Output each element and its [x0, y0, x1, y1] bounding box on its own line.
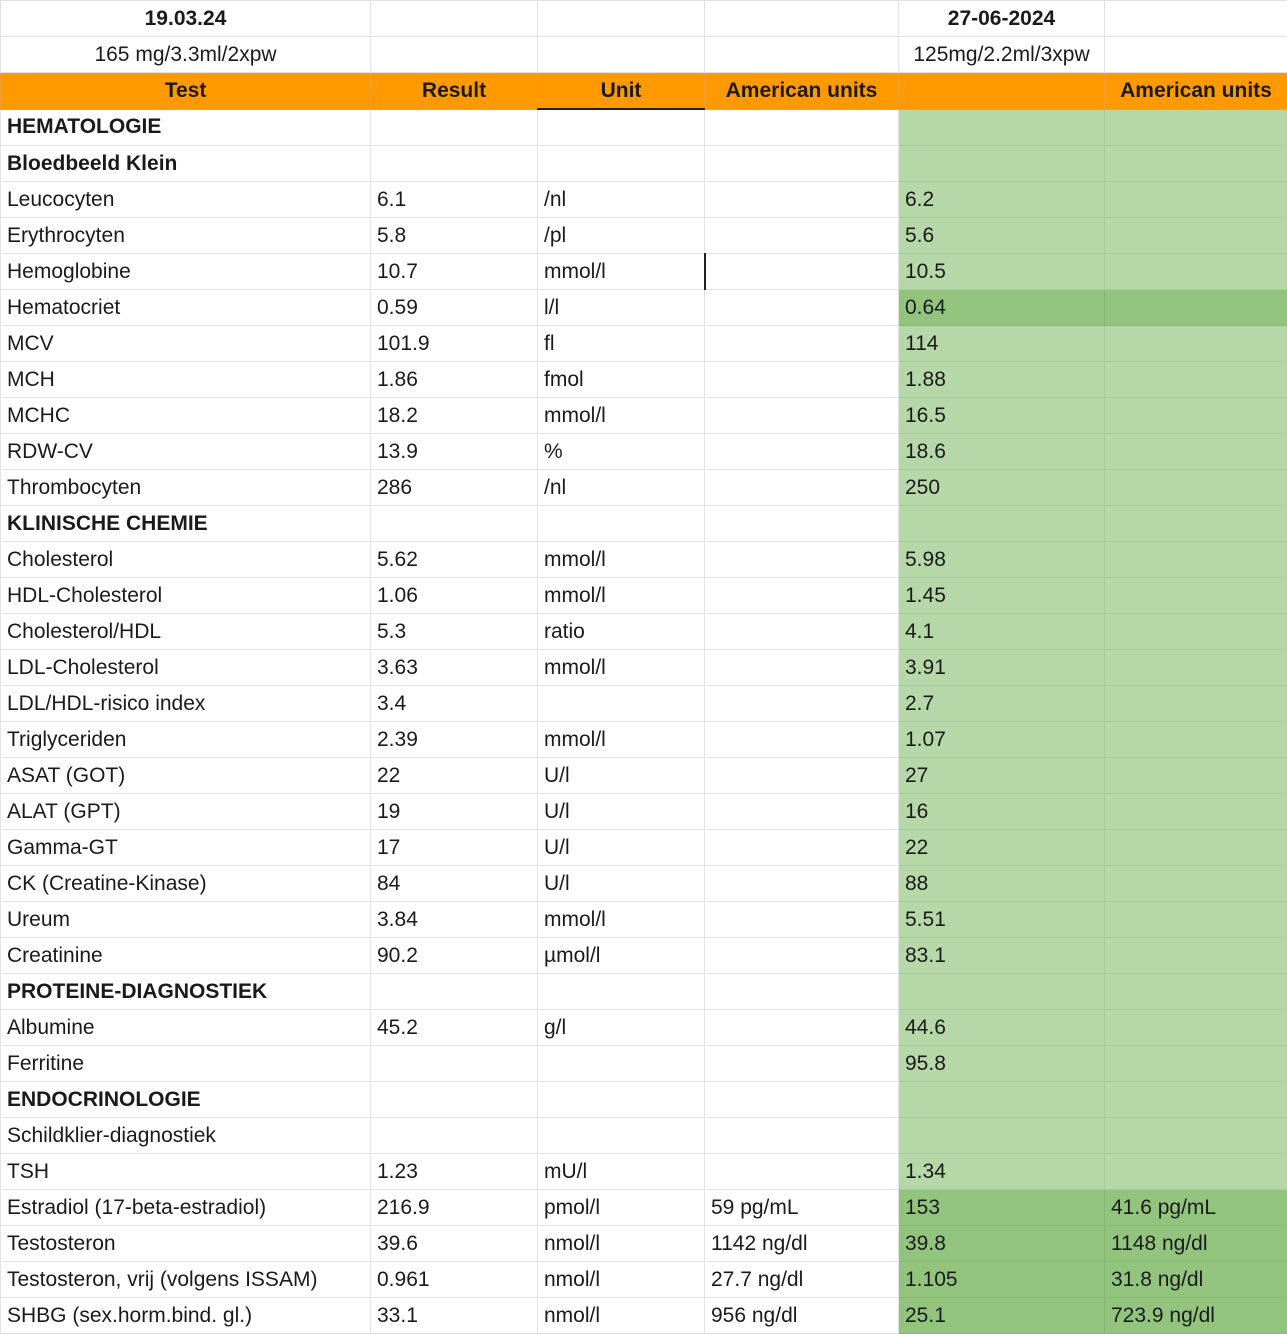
test-name-cell[interactable]: Cholesterol/HDL — [1, 614, 371, 650]
result-cell[interactable] — [371, 109, 538, 146]
american-units-cell[interactable] — [705, 974, 899, 1010]
table-row — [1, 830, 1287, 866]
test-name-cell[interactable]: HEMATOLOGIE — [1, 109, 371, 146]
unit-cell[interactable]: mmol/l — [538, 254, 705, 290]
table-row — [1, 686, 1287, 722]
test-name-cell[interactable]: Ureum — [1, 902, 371, 938]
result-2-cell[interactable]: 16 — [899, 794, 1105, 830]
empty-cell[interactable] — [1105, 37, 1287, 73]
american-units-2-cell[interactable] — [1105, 290, 1287, 326]
result-cell[interactable]: 10.7 — [371, 254, 538, 290]
unit-cell[interactable]: ratio — [538, 614, 705, 650]
header-unit[interactable]: Unit — [538, 73, 705, 110]
result-cell[interactable]: 3.4 — [371, 686, 538, 722]
american-units-2-cell[interactable] — [1105, 902, 1287, 938]
american-units-cell[interactable] — [705, 1046, 899, 1082]
table-row — [1, 362, 1287, 398]
result-cell[interactable] — [371, 1118, 538, 1154]
unit-cell[interactable] — [538, 1046, 705, 1082]
test-name-cell[interactable]: Creatinine — [1, 938, 371, 974]
empty-cell[interactable] — [705, 37, 899, 73]
american-units-cell[interactable] — [705, 146, 899, 182]
test-name-cell[interactable]: Cholesterol — [1, 542, 371, 578]
unit-cell[interactable]: mmol/l — [538, 398, 705, 434]
test-name-cell[interactable]: Bloedbeeld Klein — [1, 146, 371, 182]
result-2-cell[interactable]: 250 — [899, 470, 1105, 506]
american-units-cell[interactable] — [705, 1118, 899, 1154]
test-name-cell[interactable]: CK (Creatine-Kinase) — [1, 866, 371, 902]
table-row — [1, 506, 1287, 542]
american-units-cell[interactable] — [705, 254, 899, 290]
result-cell[interactable]: 0.961 — [371, 1262, 538, 1298]
american-units-cell[interactable] — [705, 326, 899, 362]
result-2-cell[interactable] — [899, 1118, 1105, 1154]
table-row — [1, 938, 1287, 974]
american-units-2-cell[interactable]: 31.8 ng/dl — [1105, 1262, 1287, 1298]
table-row — [1, 794, 1287, 830]
result-cell[interactable]: 90.2 — [371, 938, 538, 974]
result-cell[interactable]: 1.06 — [371, 578, 538, 614]
american-units-cell[interactable] — [705, 182, 899, 218]
test-name-cell[interactable]: MCHC — [1, 398, 371, 434]
result-cell[interactable]: 1.23 — [371, 1154, 538, 1190]
unit-cell[interactable]: mmol/l — [538, 578, 705, 614]
date-1-cell[interactable]: 19.03.24 — [1, 1, 371, 37]
table-row — [1, 1082, 1287, 1118]
unit-cell[interactable]: U/l — [538, 830, 705, 866]
unit-cell[interactable]: nmol/l — [538, 1262, 705, 1298]
result-cell[interactable]: 84 — [371, 866, 538, 902]
table-row — [1, 542, 1287, 578]
test-name-cell[interactable]: Schildklier-diagnostiek — [1, 1118, 371, 1154]
result-2-cell[interactable]: 1.45 — [899, 578, 1105, 614]
result-cell[interactable]: 5.62 — [371, 542, 538, 578]
american-units-2-cell[interactable]: 41.6 pg/mL — [1105, 1190, 1287, 1226]
result-2-cell[interactable]: 5.51 — [899, 902, 1105, 938]
empty-cell[interactable] — [705, 1, 899, 37]
american-units-cell[interactable] — [705, 290, 899, 326]
result-cell[interactable]: 5.8 — [371, 218, 538, 254]
table-row — [1, 974, 1287, 1010]
table-row — [1, 1010, 1287, 1046]
table-row — [1, 866, 1287, 902]
test-name-cell[interactable]: ASAT (GOT) — [1, 758, 371, 794]
result-cell[interactable]: 2.39 — [371, 722, 538, 758]
result-cell[interactable] — [371, 974, 538, 1010]
header-row — [1, 73, 1287, 110]
result-cell[interactable] — [371, 506, 538, 542]
result-2-cell[interactable]: 1.07 — [899, 722, 1105, 758]
american-units-cell[interactable] — [705, 794, 899, 830]
american-units-2-cell[interactable] — [1105, 362, 1287, 398]
header-american-units-1[interactable]: American units — [705, 73, 899, 110]
test-name-cell[interactable]: Albumine — [1, 1010, 371, 1046]
table-row — [1, 254, 1287, 290]
table-row — [1, 1046, 1287, 1082]
result-2-cell[interactable]: 3.91 — [899, 650, 1105, 686]
result-2-cell[interactable]: 153 — [899, 1190, 1105, 1226]
result-cell[interactable]: 45.2 — [371, 1010, 538, 1046]
unit-cell[interactable]: U/l — [538, 794, 705, 830]
dose-1-cell[interactable]: 165 mg/3.3ml/2xpw — [1, 37, 371, 73]
header-american-units-2[interactable]: American units — [1105, 73, 1287, 110]
test-name-cell[interactable]: SHBG (sex.horm.bind. gl.) — [1, 1298, 371, 1334]
american-units-2-cell[interactable] — [1105, 146, 1287, 182]
test-name-cell[interactable]: Estradiol (17-beta-estradiol) — [1, 1190, 371, 1226]
unit-cell[interactable]: /nl — [538, 182, 705, 218]
result-cell[interactable]: 22 — [371, 758, 538, 794]
table-row — [1, 1262, 1287, 1298]
american-units-cell[interactable]: 956 ng/dl — [705, 1298, 899, 1334]
result-cell[interactable] — [371, 146, 538, 182]
dose-row — [1, 37, 1287, 73]
unit-cell[interactable]: fmol — [538, 362, 705, 398]
table-row — [1, 326, 1287, 362]
unit-cell[interactable]: mmol/l — [538, 542, 705, 578]
unit-cell[interactable] — [538, 1118, 705, 1154]
result-2-cell[interactable]: 0.64 — [899, 290, 1105, 326]
test-name-cell[interactable]: ENDOCRINOLOGIE — [1, 1082, 371, 1118]
unit-cell[interactable] — [538, 146, 705, 182]
result-cell[interactable]: 5.3 — [371, 614, 538, 650]
unit-cell[interactable]: mmol/l — [538, 722, 705, 758]
american-units-cell[interactable]: 1142 ng/dl — [705, 1226, 899, 1262]
unit-cell[interactable]: mmol/l — [538, 902, 705, 938]
american-units-2-cell[interactable] — [1105, 758, 1287, 794]
american-units-2-cell[interactable] — [1105, 542, 1287, 578]
result-2-cell[interactable] — [899, 974, 1105, 1010]
test-name-cell[interactable]: Triglyceriden — [1, 722, 371, 758]
unit-cell[interactable]: % — [538, 434, 705, 470]
american-units-2-cell[interactable] — [1105, 1118, 1287, 1154]
american-units-cell[interactable] — [705, 398, 899, 434]
american-units-2-cell[interactable] — [1105, 830, 1287, 866]
result-cell[interactable]: 39.6 — [371, 1226, 538, 1262]
result-cell[interactable]: 1.86 — [371, 362, 538, 398]
empty-cell[interactable] — [538, 1, 705, 37]
result-cell[interactable]: 6.1 — [371, 182, 538, 218]
unit-cell[interactable] — [538, 686, 705, 722]
result-cell[interactable] — [371, 1046, 538, 1082]
test-name-cell[interactable]: HDL-Cholesterol — [1, 578, 371, 614]
unit-cell[interactable] — [538, 506, 705, 542]
american-units-cell[interactable] — [705, 470, 899, 506]
unit-cell[interactable]: U/l — [538, 758, 705, 794]
test-name-cell[interactable]: Hematocriet — [1, 290, 371, 326]
american-units-2-cell[interactable] — [1105, 434, 1287, 470]
result-2-cell[interactable]: 83.1 — [899, 938, 1105, 974]
table-row — [1, 470, 1287, 506]
test-name-cell[interactable]: MCH — [1, 362, 371, 398]
result-cell[interactable]: 19 — [371, 794, 538, 830]
result-cell[interactable]: 3.63 — [371, 650, 538, 686]
table-row — [1, 758, 1287, 794]
unit-cell[interactable]: l/l — [538, 290, 705, 326]
unit-cell[interactable]: fl — [538, 326, 705, 362]
table-row — [1, 1154, 1287, 1190]
american-units-2-cell[interactable] — [1105, 722, 1287, 758]
american-units-cell[interactable] — [705, 1082, 899, 1118]
result-cell[interactable]: 17 — [371, 830, 538, 866]
american-units-cell[interactable] — [705, 866, 899, 902]
result-cell[interactable] — [371, 1082, 538, 1118]
unit-cell[interactable]: /pl — [538, 218, 705, 254]
table-row — [1, 182, 1287, 218]
result-2-cell[interactable] — [899, 506, 1105, 542]
table-row — [1, 1118, 1287, 1154]
table-row — [1, 722, 1287, 758]
result-2-cell[interactable]: 27 — [899, 758, 1105, 794]
american-units-cell[interactable]: 59 pg/mL — [705, 1190, 899, 1226]
american-units-cell[interactable]: 27.7 ng/dl — [705, 1262, 899, 1298]
american-units-2-cell[interactable] — [1105, 794, 1287, 830]
result-2-cell[interactable]: 1.88 — [899, 362, 1105, 398]
american-units-2-cell[interactable] — [1105, 866, 1287, 902]
american-units-cell[interactable] — [705, 362, 899, 398]
result-2-cell[interactable]: 5.6 — [899, 218, 1105, 254]
result-2-cell[interactable]: 5.98 — [899, 542, 1105, 578]
result-2-cell[interactable]: 39.8 — [899, 1226, 1105, 1262]
empty-cell[interactable] — [371, 37, 538, 73]
unit-cell[interactable]: mmol/l — [538, 650, 705, 686]
american-units-cell[interactable] — [705, 758, 899, 794]
date-row — [1, 1, 1287, 37]
result-2-cell[interactable]: 114 — [899, 326, 1105, 362]
header-test[interactable]: Test — [1, 73, 371, 110]
american-units-2-cell[interactable] — [1105, 470, 1287, 506]
american-units-2-cell[interactable] — [1105, 650, 1287, 686]
unit-cell[interactable]: µmol/l — [538, 938, 705, 974]
test-name-cell[interactable]: LDL-Cholesterol — [1, 650, 371, 686]
table-row — [1, 218, 1287, 254]
american-units-2-cell[interactable] — [1105, 686, 1287, 722]
american-units-cell[interactable] — [705, 650, 899, 686]
result-2-cell[interactable] — [899, 146, 1105, 182]
result-2-cell[interactable]: 22 — [899, 830, 1105, 866]
result-2-cell[interactable]: 88 — [899, 866, 1105, 902]
american-units-cell[interactable] — [705, 830, 899, 866]
table-row — [1, 1298, 1287, 1334]
unit-cell[interactable]: nmol/l — [538, 1298, 705, 1334]
american-units-2-cell[interactable] — [1105, 506, 1287, 542]
result-2-cell[interactable] — [899, 1082, 1105, 1118]
american-units-2-cell[interactable] — [1105, 1046, 1287, 1082]
american-units-2-cell[interactable] — [1105, 326, 1287, 362]
american-units-cell[interactable] — [705, 578, 899, 614]
test-name-cell[interactable]: KLINISCHE CHEMIE — [1, 506, 371, 542]
result-2-cell[interactable]: 1.105 — [899, 1262, 1105, 1298]
american-units-2-cell[interactable] — [1105, 974, 1287, 1010]
test-name-cell[interactable]: Gamma-GT — [1, 830, 371, 866]
result-2-cell[interactable]: 16.5 — [899, 398, 1105, 434]
result-2-cell[interactable]: 95.8 — [899, 1046, 1105, 1082]
table-row — [1, 109, 1287, 146]
american-units-cell[interactable] — [705, 1010, 899, 1046]
test-name-cell[interactable]: Testosteron, vrij (volgens ISSAM) — [1, 1262, 371, 1298]
result-2-cell[interactable]: 44.6 — [899, 1010, 1105, 1046]
test-name-cell[interactable]: Thrombocyten — [1, 470, 371, 506]
result-cell[interactable]: 216.9 — [371, 1190, 538, 1226]
american-units-cell[interactable] — [705, 434, 899, 470]
unit-cell[interactable] — [538, 109, 705, 146]
result-cell[interactable]: 101.9 — [371, 326, 538, 362]
american-units-2-cell[interactable] — [1105, 578, 1287, 614]
american-units-cell[interactable] — [705, 506, 899, 542]
result-2-cell[interactable] — [899, 109, 1105, 146]
table-row — [1, 650, 1287, 686]
american-units-2-cell[interactable]: 1148 ng/dl — [1105, 1226, 1287, 1262]
unit-cell[interactable]: nmol/l — [538, 1226, 705, 1262]
american-units-cell[interactable] — [705, 902, 899, 938]
empty-cell[interactable] — [371, 1, 538, 37]
table-row — [1, 398, 1287, 434]
test-name-cell[interactable]: RDW-CV — [1, 434, 371, 470]
american-units-cell[interactable] — [705, 938, 899, 974]
unit-cell[interactable]: /nl — [538, 470, 705, 506]
american-units-cell[interactable] — [705, 1154, 899, 1190]
result-2-cell[interactable]: 4.1 — [899, 614, 1105, 650]
american-units-2-cell[interactable] — [1105, 109, 1287, 146]
empty-cell[interactable] — [1105, 1, 1287, 37]
result-2-cell[interactable]: 18.6 — [899, 434, 1105, 470]
american-units-cell[interactable] — [705, 686, 899, 722]
unit-cell[interactable]: g/l — [538, 1010, 705, 1046]
date-2-cell[interactable]: 27-06-2024 — [899, 1, 1105, 37]
american-units-cell[interactable] — [705, 109, 899, 146]
table-row — [1, 290, 1287, 326]
result-cell[interactable]: 3.84 — [371, 902, 538, 938]
american-units-2-cell[interactable] — [1105, 254, 1287, 290]
dose-2-cell[interactable]: 125mg/2.2ml/3xpw — [899, 37, 1105, 73]
result-2-cell[interactable]: 2.7 — [899, 686, 1105, 722]
result-cell[interactable]: 0.59 — [371, 290, 538, 326]
test-name-cell[interactable]: Ferritine — [1, 1046, 371, 1082]
american-units-cell[interactable] — [705, 218, 899, 254]
american-units-2-cell[interactable] — [1105, 398, 1287, 434]
table-row — [1, 614, 1287, 650]
unit-cell[interactable]: pmol/l — [538, 1190, 705, 1226]
result-2-cell[interactable]: 6.2 — [899, 182, 1105, 218]
test-name-cell[interactable]: PROTEINE-DIAGNOSTIEK — [1, 974, 371, 1010]
american-units-2-cell[interactable]: 723.9 ng/dl — [1105, 1298, 1287, 1334]
result-cell[interactable]: 286 — [371, 470, 538, 506]
unit-cell[interactable] — [538, 1082, 705, 1118]
result-2-cell[interactable]: 1.34 — [899, 1154, 1105, 1190]
test-name-cell[interactable]: LDL/HDL-risico index — [1, 686, 371, 722]
unit-cell[interactable]: U/l — [538, 866, 705, 902]
test-name-cell[interactable]: Erythrocyten — [1, 218, 371, 254]
result-2-cell[interactable]: 10.5 — [899, 254, 1105, 290]
american-units-cell[interactable] — [705, 614, 899, 650]
american-units-cell[interactable] — [705, 542, 899, 578]
table-row — [1, 902, 1287, 938]
test-name-cell[interactable]: Leucocyten — [1, 182, 371, 218]
american-units-2-cell[interactable] — [1105, 218, 1287, 254]
american-units-2-cell[interactable] — [1105, 938, 1287, 974]
test-name-cell[interactable]: Testosteron — [1, 1226, 371, 1262]
header-result-2[interactable] — [899, 73, 1105, 110]
unit-cell[interactable] — [538, 974, 705, 1010]
american-units-2-cell[interactable] — [1105, 1010, 1287, 1046]
result-cell[interactable]: 13.9 — [371, 434, 538, 470]
table-row — [1, 434, 1287, 470]
american-units-2-cell[interactable] — [1105, 182, 1287, 218]
table-row — [1, 1226, 1287, 1262]
result-cell[interactable]: 18.2 — [371, 398, 538, 434]
header-result[interactable]: Result — [371, 73, 538, 110]
test-name-cell[interactable]: TSH — [1, 1154, 371, 1190]
american-units-cell[interactable] — [705, 722, 899, 758]
american-units-2-cell[interactable] — [1105, 1082, 1287, 1118]
empty-cell[interactable] — [538, 37, 705, 73]
test-name-cell[interactable]: MCV — [1, 326, 371, 362]
result-2-cell[interactable]: 25.1 — [899, 1298, 1105, 1334]
american-units-2-cell[interactable] — [1105, 1154, 1287, 1190]
test-name-cell[interactable]: Hemoglobine — [1, 254, 371, 290]
unit-cell[interactable]: mU/l — [538, 1154, 705, 1190]
american-units-2-cell[interactable] — [1105, 614, 1287, 650]
table-row — [1, 1190, 1287, 1226]
result-cell[interactable]: 33.1 — [371, 1298, 538, 1334]
table-row — [1, 146, 1287, 182]
test-name-cell[interactable]: ALAT (GPT) — [1, 794, 371, 830]
table-row — [1, 578, 1287, 614]
